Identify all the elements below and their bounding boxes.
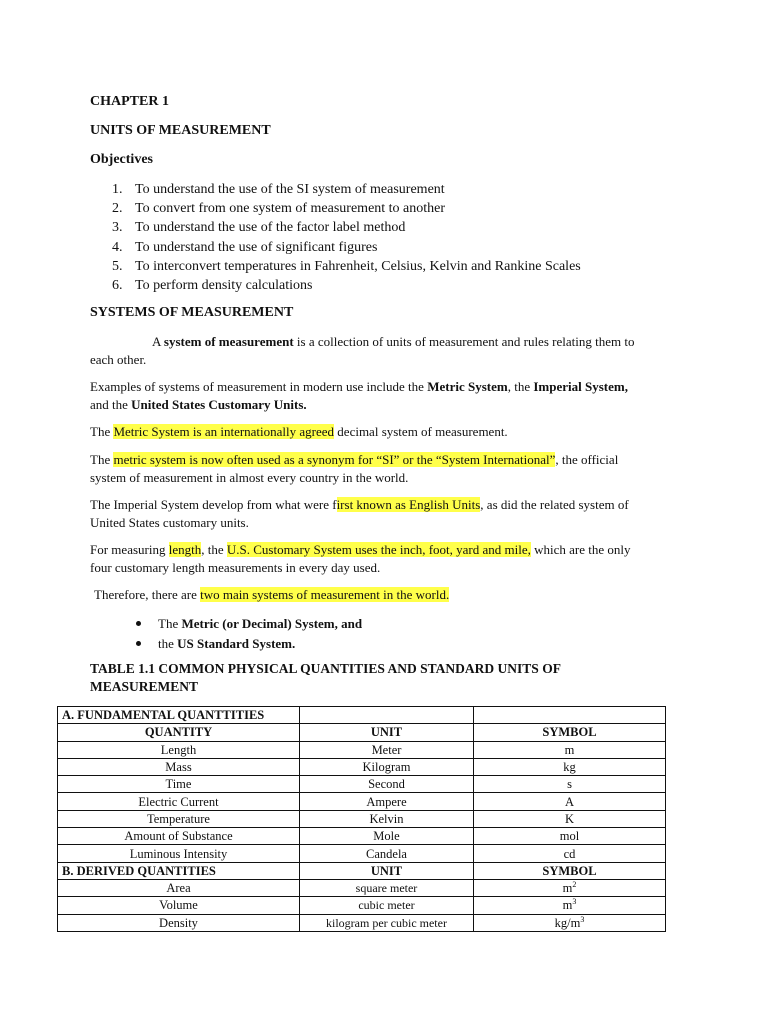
text-run: The <box>90 424 114 439</box>
highlighted-text: length <box>168 542 202 557</box>
table-cell: cd <box>474 845 666 862</box>
table-cell: kilogram per cubic meter <box>300 914 474 931</box>
table-row <box>58 758 666 775</box>
table-cell <box>474 897 666 914</box>
text-run: four customary length measurements in every day used. <box>90 559 381 575</box>
objective-item <box>112 218 581 237</box>
table-cell: Second <box>300 776 474 793</box>
highlighted-text: U.S. Customary System uses the inch, foot, yard and mile, <box>226 542 531 557</box>
objective-text: To perform density calculations <box>135 277 313 293</box>
table-cell: Kilogram <box>300 758 474 775</box>
table-cell: Volume <box>58 897 300 914</box>
objective-item <box>112 257 581 276</box>
text-run: , the official <box>555 452 619 467</box>
objective-item <box>112 199 581 218</box>
text-run: the <box>158 636 178 651</box>
table-cell: K <box>474 810 666 827</box>
bold-term: Metric (or Decimal) System, and <box>181 616 363 631</box>
table-cell: s <box>474 776 666 793</box>
objective-number: 3. <box>112 220 123 236</box>
table-row <box>58 879 666 896</box>
table-cell <box>474 707 666 724</box>
table-cell: Candela <box>300 845 474 862</box>
paragraph-metric <box>90 423 670 441</box>
table-cell: Area <box>58 879 300 896</box>
table-cell: Time <box>58 776 300 793</box>
table-cell: Mole <box>300 828 474 845</box>
objectives-heading: Objectives <box>90 152 153 167</box>
table-row <box>58 776 666 793</box>
table-cell: cubic meter <box>300 897 474 914</box>
objective-text: To understand the use of the SI system of measurement <box>135 182 445 197</box>
bullet-icon <box>136 641 141 646</box>
highlighted-text: Metric System is an internationally agreed <box>113 424 335 439</box>
objective-number: 5. <box>112 258 123 274</box>
table-cell: m <box>474 741 666 758</box>
table-cell: Amount of Substance <box>58 828 300 845</box>
table-cell: Density <box>58 914 300 931</box>
objective-item <box>112 180 581 199</box>
systems-heading: SYSTEMS OF MEASUREMENT <box>90 305 294 320</box>
table-row <box>58 828 666 845</box>
objective-text: To interconvert temperatures in Fahrenheit, Celsius, Kelvin and Rankine Scales <box>135 258 581 274</box>
table-cell <box>474 914 666 931</box>
objective-text: To understand the use of the factor label method <box>135 220 406 236</box>
header-quantity: QUANTITY <box>58 724 300 741</box>
chapter-label: CHAPTER 1 <box>90 94 169 109</box>
text-run: system of measurement in almost every country in the world. <box>90 469 409 485</box>
table-cell: A <box>474 793 666 810</box>
paragraph-length <box>90 541 670 576</box>
text-run: is a collection of units of measurement and rules relating them to <box>293 334 635 349</box>
table-section-row <box>58 707 666 724</box>
header-unit: UNIT <box>300 862 474 879</box>
chapter-title: UNITS OF MEASUREMENT <box>90 123 271 138</box>
table-cell: Kelvin <box>300 810 474 827</box>
text-run: Examples of systems of measurement in modern use include the <box>90 379 428 394</box>
table-cell: kg <box>474 758 666 775</box>
text-run: A <box>152 334 164 349</box>
text-run: United States customary units. <box>90 514 249 530</box>
text-run: each other. <box>90 351 147 367</box>
objective-number: 2. <box>112 201 123 217</box>
table-cell <box>300 707 474 724</box>
table-row <box>58 741 666 758</box>
table-header-row <box>58 724 666 741</box>
bold-term: Imperial System, <box>533 379 628 394</box>
table-row <box>58 914 666 931</box>
bullet-item <box>136 634 362 654</box>
paragraph-imperial <box>90 496 670 531</box>
text-run: , the <box>201 542 227 557</box>
symbol-exponent: 3 <box>572 897 577 907</box>
paragraph-therefore <box>94 586 674 604</box>
table-cell: Mass <box>58 758 300 775</box>
section-b-title: B. DERIVED QUANTITIES <box>58 862 300 879</box>
objective-number: 6. <box>112 277 123 293</box>
objective-number: 4. <box>112 239 123 255</box>
bullet-icon <box>136 621 141 626</box>
table-row <box>58 810 666 827</box>
table-cell: Meter <box>300 741 474 758</box>
highlighted-text: two main systems of measurement in the world. <box>200 587 450 602</box>
objective-item <box>112 276 581 295</box>
table-cell: Electric Current <box>58 793 300 810</box>
table-cell: Length <box>58 741 300 758</box>
table-title-line1: TABLE 1.1 COMMON PHYSICAL QUANTITIES AND STANDARD UNITS OF <box>90 661 561 676</box>
symbol-exponent: 3 <box>580 914 585 924</box>
highlighted-text: irst known as English Units <box>336 497 481 512</box>
text-run: The <box>158 616 182 631</box>
objective-number: 1. <box>112 182 123 197</box>
paragraph-synonym <box>90 451 670 486</box>
table-row <box>58 793 666 810</box>
symbol-text: m <box>562 898 573 913</box>
text-run: The Imperial System develop from what were f <box>90 497 337 512</box>
text-run: , as did the related system of <box>480 497 629 512</box>
table-row <box>58 845 666 862</box>
bold-term: system of measurement <box>163 334 294 349</box>
symbol-text: m <box>562 881 573 896</box>
bold-term: United States Customary Units. <box>131 396 307 412</box>
table-row <box>58 897 666 914</box>
text-run: and the <box>90 396 132 412</box>
objective-item <box>112 238 581 257</box>
text-run: decimal system of measurement. <box>334 424 508 439</box>
units-table <box>57 706 666 932</box>
table-cell <box>474 879 666 896</box>
text-run: which are the only <box>530 542 631 557</box>
text-run: The <box>90 452 114 467</box>
text-run: Therefore, there are <box>94 587 201 602</box>
paragraph-examples <box>90 378 670 413</box>
bullet-item <box>136 614 362 634</box>
table-cell: Temperature <box>58 810 300 827</box>
paragraph-definition <box>90 333 670 368</box>
section-a-title: A. FUNDAMENTAL QUANTTITIES <box>58 707 300 724</box>
objective-text: To convert from one system of measurement to another <box>135 201 446 217</box>
systems-bullet-list <box>136 614 362 654</box>
table-cell: Luminous Intensity <box>58 845 300 862</box>
symbol-text: kg/m <box>554 915 581 930</box>
table-cell: Ampere <box>300 793 474 810</box>
objective-text: To understand the use of significant figures <box>135 239 378 255</box>
table-title-line2: MEASUREMENT <box>90 679 199 694</box>
header-symbol: SYMBOL <box>474 862 666 879</box>
highlighted-text: metric system is now often used as a synonym for “SI” or the “System International” <box>113 452 556 467</box>
table-cell: square meter <box>300 879 474 896</box>
text-run: For measuring <box>90 542 169 557</box>
header-unit: UNIT <box>300 724 474 741</box>
symbol-exponent: 2 <box>572 879 577 889</box>
table-section-row <box>58 862 666 879</box>
header-symbol: SYMBOL <box>474 724 666 741</box>
objectives-list <box>112 180 581 295</box>
text-run: , the <box>507 379 534 394</box>
bold-term: US Standard System. <box>177 636 296 651</box>
bold-term: Metric System <box>427 379 508 394</box>
table-cell: mol <box>474 828 666 845</box>
